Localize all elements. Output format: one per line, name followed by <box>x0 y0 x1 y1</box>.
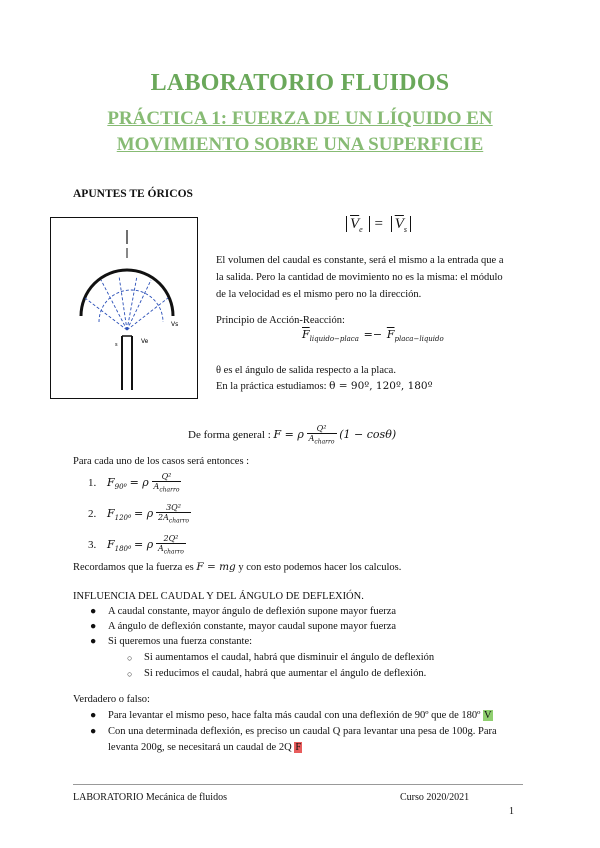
label-vs: Vs <box>171 321 179 328</box>
deflection-diagram-svg <box>51 218 197 398</box>
footer-course: LABORATORIO Mecánica de fluidos <box>73 792 227 803</box>
subtitle-line-1: PRÁCTICA 1: FUERZA DE UN LÍQUIDO EN <box>107 108 493 129</box>
truefalse-heading: Verdadero o falso: <box>73 694 150 705</box>
case-item: 2. $F_{120º} = \rho$ $\frac{\text{3Q²}}{2A_{charro}}$ <box>88 503 190 525</box>
deflection-diagram <box>50 217 198 399</box>
footer-divider <box>73 784 523 785</box>
influence-list <box>90 604 528 649</box>
truefalse-item: ● Para levantar el mismo peso, hace falta más caudal con una deflexión de 90º que de 180º V <box>90 710 492 721</box>
label-small: s <box>115 342 118 348</box>
influence-sub-list <box>127 650 524 682</box>
page-subtitle <box>60 106 540 158</box>
footer-year: Curso 2020/2021 <box>400 792 470 803</box>
page-number: 1 <box>509 806 514 817</box>
label-ve: Ve <box>141 338 149 345</box>
influence-bullet: ● A ángulo de deflexión constante, mayor caudal supone mayor fuerza <box>90 621 397 632</box>
influence-sub-bullet: ○ Si aumentamos el caudal, habrá que disminuir el ángulo de deflexión <box>127 652 435 663</box>
subtitle-line-2: MOVIMIENTO SOBRE UNA SUPERFICIE <box>116 134 484 155</box>
general-formula: De forma general : F = ρ $\frac{\text{Q²}}{A_{charro}}$ (1 − cosθ) <box>188 424 397 446</box>
truefalse-list <box>90 708 528 756</box>
true-mark: V <box>484 710 492 721</box>
page-title: LABORATORIO FLUIDOS <box>150 70 450 96</box>
influence-heading: INFLUENCIA DEL CAUDAL Y DEL ÁNGULO DE DEFLEXIÓN. <box>73 591 364 602</box>
influence-sub-bullet: ○ Si reducimos el caudal, habrá que aumentar el ángulo de deflexión. <box>127 668 427 679</box>
influence-bullet: ● A caudal constante, mayor ángulo de deflexión supone mayor fuerza <box>90 606 397 617</box>
principle-label: Principio de Acción-Reacción: <box>216 315 345 326</box>
case-item: 1. $F_{90º} = \rho$ $\frac{\text{Q²}}{A_{charro}}$ <box>88 472 180 494</box>
weight-line: Recordamos que la fuerza es F = mg y con esto podemos hacer los calculos. <box>73 561 402 573</box>
section-heading: APUNTES TE ÓRICOS <box>73 188 193 200</box>
velocity-magnitude-equation: $\overline{V}_e = \overline{V}_s$ <box>346 216 411 234</box>
angle-description: θ es el ángulo de salida respecto a la placa. <box>216 365 396 376</box>
intro-paragraph: El volumen del caudal es constante, será el mismo a la entrada que a la salida. Pero la cantidad de movimiento no es la misma: el módulo de la velocidad es el mismo pero no la dirección. <box>216 255 504 300</box>
influence-bullet: ● Si queremos una fuerza constante: <box>90 636 253 647</box>
angle-values-line: En la práctica estudiamos: θ = 90º, 120º, 180º <box>216 380 433 392</box>
case-item: 3. $F_{180º} = \rho$ $\frac{\text{2Q²}}{A_{charro}}$ <box>88 534 184 556</box>
truefalse-item: ● Con una determinada deflexión, es preciso un caudal Q para levantar una pesa de 100g. Para levanta 200g, se necesitará un caudal de 2Q F <box>90 726 497 753</box>
false-mark: F <box>295 742 302 753</box>
action-reaction-equation: $\overline{F}_{liquido-placa} =- \overline{F}_{placa-liquido}$ <box>302 328 444 344</box>
cases-intro: Para cada uno de los casos será entonces : <box>73 456 250 467</box>
